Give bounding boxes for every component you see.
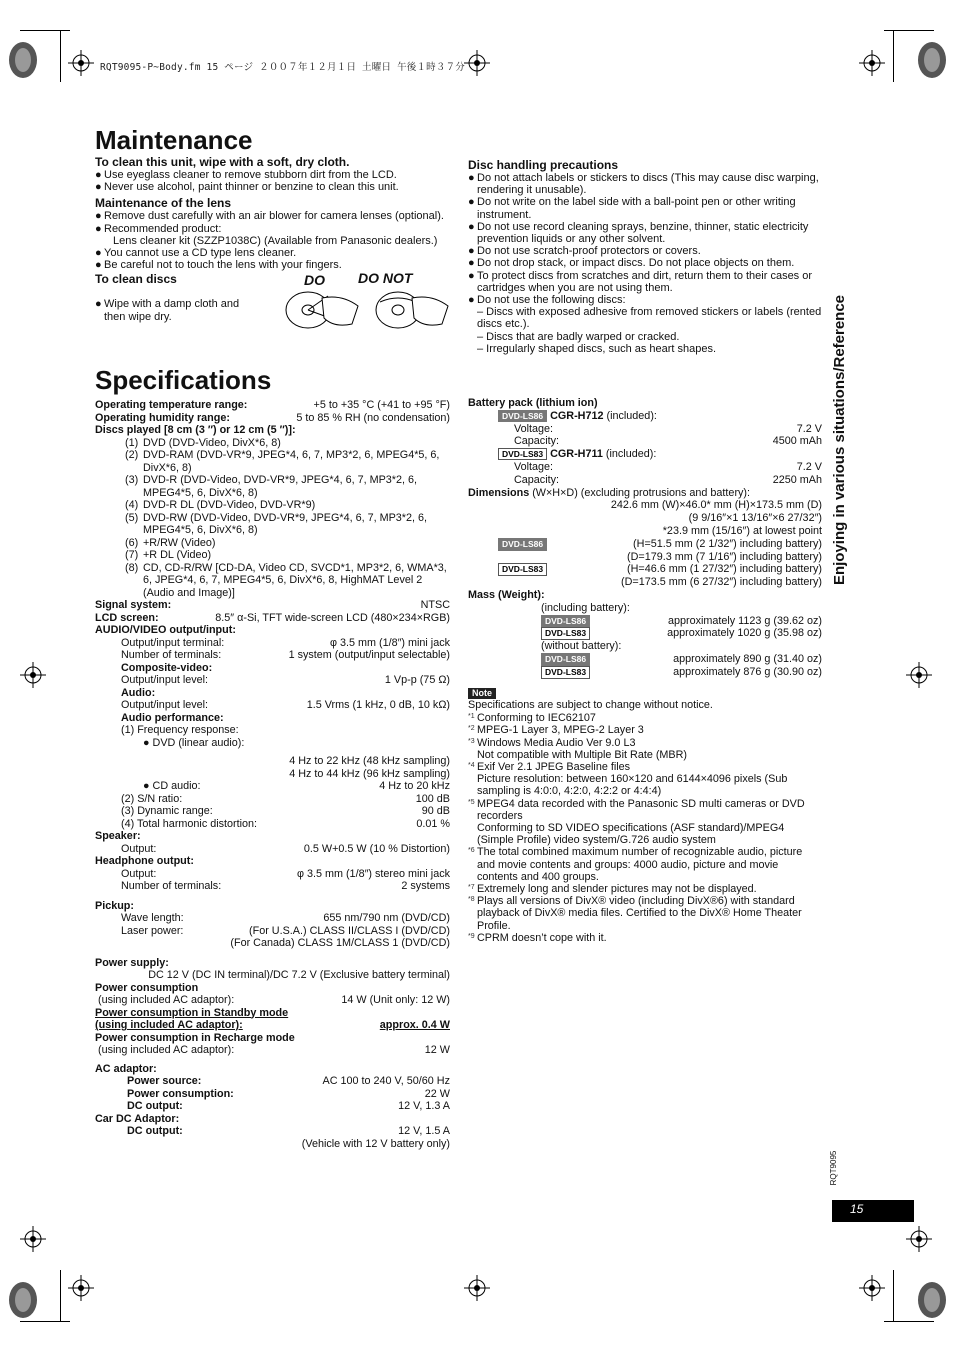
spec-group-label: Audio performance:	[121, 711, 224, 724]
spec-row: DVD-LS86 approximately 890 g (31.40 oz)	[468, 653, 822, 666]
list-item: ● Wipe with a damp cloth and then wipe dry.	[95, 298, 240, 323]
spec-row: (D=173.5 mm (6 27/32″) including battery)	[621, 576, 822, 589]
spec-group-label: Mass (Weight):	[468, 588, 545, 601]
maintenance-title: Maintenance	[95, 125, 253, 155]
spec-row: Output: 0.5 W+0.5 W (10 % Distortion)	[121, 842, 450, 855]
registration-mark-icon	[464, 1275, 490, 1301]
lens-product: Lens cleaner kit (SZZP1038C) (Available from Panasonic dealers.)	[113, 234, 438, 247]
color-wheel-icon	[6, 1280, 40, 1320]
list-item: (4) DVD-R DL (DVD-Video, DVD-VR*9)	[125, 499, 316, 511]
spec-group-label: AC adaptor:	[95, 1062, 157, 1075]
disc-wipe-wrong-illustration	[372, 288, 452, 332]
spec-group-label: Headphone output:	[95, 855, 194, 867]
spec-row: DVD-LS86 (H=51.5 mm (2 1/32″) including battery)	[468, 538, 822, 551]
doc-code: RQT9095	[828, 1150, 838, 1186]
list-item: ● Do not use scratch-proof protectors or covers.	[468, 245, 701, 258]
registration-mark-icon	[20, 662, 46, 688]
spec-group-label: Power consumption	[95, 981, 199, 994]
spec-row: Number of terminals: 1 system (output/input selectable)	[121, 649, 450, 661]
crop-mark	[60, 30, 61, 82]
spec-row: LCD screen: 8.5″ α-Si, TFT wide-screen LCD (480×234×RGB)	[95, 611, 450, 624]
list-item: (8) CD, CD-R/RW [CD-DA, Video CD, SVCD*1, MP3*2, 6, WMA*3, 6, JPEG*4, 6, 7, MPEG4*5, 6, DivX*6, 8, HighMAT Level 2 (Audio and Image)]	[125, 561, 447, 599]
model-tag: DVD-LS83	[541, 666, 590, 679]
spec-row: (4) Total harmonic distortion: 0.01 %	[121, 817, 450, 830]
list-item: ● To protect discs from scratches and dirt, return them to their cases or cartridges when you are not using them.	[468, 269, 813, 294]
list-item: ● Use eyeglass cleaner to remove stubborn dirt from the LCD.	[95, 169, 397, 181]
list-item: (3) DVD-R (DVD-Video, DVD-VR*9, JPEG*4, 6, 7, MP3*2, 6, MPEG4*5, 6, DivX*6, 8)	[125, 474, 418, 499]
spec-row: Signal system: NTSC	[95, 599, 450, 611]
footnote: *1 Conforming to IEC62107	[468, 712, 596, 725]
color-wheel-icon	[6, 40, 40, 80]
footnote: *5 MPEG4 data recorded with the Panasonic SD multi cameras or DVD recorders	[468, 797, 805, 822]
lens-heading: Maintenance of the lens	[95, 196, 232, 211]
registration-mark-icon	[906, 662, 932, 688]
color-wheel-icon	[915, 40, 949, 80]
file-header-line: RQT9095-P~Body.fm 15 ページ ２００７年１２月１日 土曜日 午後１時３７分	[100, 62, 465, 73]
model-tag: DVD-LS86	[541, 653, 590, 666]
list-item: ● Do not write on the label side with a ball-point pen or other writing instrument.	[468, 196, 796, 221]
discs-played-label: Discs played [8 cm (3 ″) or 12 cm (5 ″)]:	[95, 424, 296, 436]
spec-row: 242.6 mm (W)×46.0* mm (H)×173.5 mm (D)	[610, 499, 822, 512]
list-item: (6) +R/RW (Video)	[125, 536, 216, 549]
spec-row: Output/input level: 1 Vp-p (75 Ω)	[121, 674, 450, 686]
page-number-box	[832, 1200, 914, 1222]
disc-handling-heading: Disc handling precautions	[468, 158, 619, 172]
spec-row: Power source: AC 100 to 240 V, 50/60 Hz	[127, 1075, 450, 1087]
spec-row: 4 Hz to 22 kHz (48 kHz sampling)	[289, 755, 450, 767]
list-item: – Discs with exposed adhesive from removed stickers or labels (rented discs etc.).	[477, 306, 822, 331]
footnote: *8 Plays all versions of DivX® video (including DivX®6) with standard playback of DivX® media files. Certified to the DivX® Home Theater Profile.	[468, 895, 802, 932]
spec-row: Power consumption: 22 W	[127, 1087, 450, 1100]
crop-mark	[20, 1321, 70, 1322]
spec-row: Capacity: 2250 mAh	[514, 473, 822, 486]
spec-row: Voltage: 7.2 V	[514, 460, 822, 473]
model-tag: DVD-LS86	[498, 538, 547, 551]
footnote: *2 MPEG-1 Layer 3, MPEG-2 Layer 3	[468, 724, 644, 737]
registration-mark-icon	[859, 50, 885, 76]
spec-group-label: Power supply:	[95, 956, 169, 969]
spec-label: (including battery):	[541, 601, 630, 614]
spec-row: (3) Dynamic range: 90 dB	[121, 805, 450, 817]
model-tag: DVD-LS83	[498, 448, 547, 460]
spec-group-label: Composite-video:	[121, 661, 213, 674]
color-wheel-icon	[915, 1280, 949, 1320]
spec-group-label: Power consumption in Recharge mode	[95, 1031, 295, 1044]
registration-mark-icon	[68, 50, 94, 76]
spec-row: DVD-LS86 approximately 1123 g (39.62 oz)	[468, 615, 822, 628]
note-badge: Note	[468, 688, 496, 699]
spec-row: DC 12 V (DC IN terminal)/DC 7.2 V (Exclusive battery terminal)	[148, 969, 450, 981]
crop-mark	[60, 1270, 61, 1322]
spec-group-label: Audio:	[121, 686, 156, 699]
spec-row: Number of terminals: 2 systems	[121, 880, 450, 892]
spec-row: 4 Hz to 44 kHz (96 kHz sampling)	[289, 767, 450, 780]
disc-wipe-illustration	[282, 288, 362, 332]
registration-mark-icon	[464, 50, 490, 76]
registration-mark-icon	[20, 1226, 46, 1252]
list-item: ● Do not use record cleaning sprays, benzine, thinner, static electricity prevention liquids or any other solvent.	[468, 220, 809, 246]
spec-row: Output: φ 3.5 mm (1/8″) stereo mini jack	[121, 867, 450, 880]
spec-row: (using included AC adaptor): 12 W	[98, 1044, 450, 1056]
footnote: Not compatible with Multiple Bit Rate (MBR)	[477, 748, 688, 761]
spec-row: (using included AC adaptor): 14 W (Unit only: 12 W)	[98, 994, 450, 1006]
spec-group-label: AUDIO/VIDEO output/input:	[95, 624, 236, 636]
specifications-left-column	[95, 366, 450, 1150]
spec-row: (2) S/N ratio: 100 dB	[121, 792, 450, 805]
model-tag: DVD-LS86	[541, 615, 590, 628]
spec-label: (1) Frequency response:	[121, 724, 239, 736]
list-item: ● Do not attach labels or stickers to discs (This may cause disc warping, rendering it unusable).	[468, 172, 819, 197]
spec-row: Operating humidity range: 5 to 85 % RH (no condensation)	[95, 411, 450, 424]
list-item: – Irregularly shaped discs, such as heart shapes.	[477, 342, 717, 355]
registration-mark-icon	[68, 1275, 94, 1301]
registration-mark-icon	[859, 1275, 885, 1301]
spec-group-label: Pickup:	[95, 899, 134, 912]
disc-handling-section	[468, 158, 822, 355]
footnote: Picture resolution: between 160×120 and 6144×4096 pixels (Sub sampling is 4:0:0, 4:2:0, 4:2:2 or 4:4:4)	[477, 773, 788, 798]
list-item: ● Never use alcohol, paint thinner or benzine to clean this unit.	[95, 181, 399, 194]
spec-row: Capacity: 4500 mAh	[514, 435, 822, 448]
crop-mark	[893, 30, 894, 82]
model-tag: DVD-LS86	[498, 410, 547, 422]
note-text: Specifications are subject to change without notice.	[468, 699, 713, 712]
spec-row: DVD-LS83 (H=46.6 mm (1 27/32″) including battery)	[468, 563, 822, 576]
footnote: Conforming to SD VIDEO specifications (ASF standard)/MPEG4 (Simple Profile) video system/G.726 audio system	[477, 821, 785, 847]
spec-row: (D=179.3 mm (7 1/16″) including battery)	[627, 550, 822, 563]
clean-unit-heading: To clean this unit, wipe with a soft, dry cloth.	[95, 155, 350, 169]
footnote: *9 CPRM doesn’t cope with it.	[468, 931, 607, 944]
model-tag: DVD-LS83	[541, 627, 590, 640]
section-sidebar	[822, 260, 858, 620]
spec-row: DVD-LS83 approximately 876 g (30.90 oz)	[468, 666, 822, 679]
list-item: (7) +R DL (Video)	[125, 549, 212, 561]
spec-row: DVD-LS83 approximately 1020 g (35.98 oz)	[468, 627, 822, 640]
spec-row: DC output: 12 V, 1.3 A	[127, 1100, 450, 1112]
spec-row: Output/input level: 1.5 Vrms (1 kHz, 0 dB, 10 kΩ)	[121, 699, 450, 711]
spec-row: Wave length: 655 nm/790 nm (DVD/CD)	[121, 912, 450, 924]
spec-row: ● CD audio: 4 Hz to 20 kHz	[143, 780, 450, 792]
discs-heading: To clean discs	[95, 272, 177, 287]
list-item: ● Recommended product:	[95, 222, 222, 235]
list-item: ● Do not drop stack, or impact discs. Do not place objects on them.	[468, 257, 795, 270]
spec-row: Voltage: 7.2 V	[514, 422, 822, 435]
spec-row: (9 9/16″×1 13/16″×6 27/32″)	[688, 512, 822, 525]
spec-row: Dimensions (W×H×D) (excluding protrusions and battery):	[468, 486, 751, 499]
spec-row: Laser power: (For U.S.A.) CLASS II/CLASS I (DVD/CD)	[121, 924, 450, 937]
footnote: *6 The total combined maximum number of recognizable audio, picture and movie contents and groups: 4000 audio, picture and movie contents and 400 groups.	[468, 846, 803, 883]
spec-group-label: Power consumption in Standby mode	[95, 1006, 289, 1019]
list-item: (1) DVD (DVD-Video, DivX*6, 8)	[125, 436, 281, 449]
footnote: *7 Extremely long and slender pictures may not be displayed.	[468, 882, 757, 895]
crop-mark	[893, 1270, 894, 1322]
spec-row: DC output: 12 V, 1.5 A	[127, 1125, 450, 1137]
list-item: ● Remove dust carefully with an air blower for camera lenses (optional).	[95, 210, 444, 223]
crop-mark	[884, 30, 934, 31]
spec-row: DVD-LS83 CGR-H711 (included):	[468, 448, 822, 461]
spec-group-label: Speaker:	[95, 830, 141, 842]
spec-label: ● DVD (linear audio):	[143, 736, 245, 749]
spec-row: (Vehicle with 12 V battery only)	[301, 1137, 450, 1150]
do-label: DO	[304, 272, 325, 288]
list-item: ● Do not use the following discs:	[468, 294, 626, 307]
list-item: (5) DVD-RW (DVD-Video, DVD-VR*9, JPEG*4, 6, 7, MP3*2, 6, MPEG4*5, 6, DivX*6, 8)	[125, 511, 428, 536]
spec-group-label: Car DC Adaptor:	[95, 1112, 180, 1125]
crop-mark	[20, 30, 70, 31]
specifications-right-column	[468, 397, 822, 944]
footnote: *3 Windows Media Audio Ver 9.0 L3	[468, 736, 636, 749]
spec-group-label: Battery pack (lithium ion)	[468, 397, 598, 409]
sidebar-label: Enjoying in various situations/Reference	[830, 294, 848, 586]
spec-row: Output/input terminal: φ 3.5 mm (1/8″) mini jack	[121, 636, 450, 649]
spec-label: (without battery):	[541, 640, 622, 653]
model-tag: DVD-LS83	[498, 563, 547, 576]
crop-mark	[884, 1321, 934, 1322]
spec-row: DVD-LS86 CGR-H712 (included):	[468, 410, 822, 423]
footnote: *4 Exif Ver 2.1 JPEG Baseline files	[468, 760, 631, 773]
page-number: 15	[850, 1202, 864, 1216]
discs-list	[95, 437, 450, 600]
registration-mark-icon	[906, 1226, 932, 1252]
list-item: ● You cannot use a CD type lens cleaner.	[95, 247, 297, 260]
footnotes	[468, 712, 822, 944]
spec-row: Operating temperature range: +5 to +35 °C (+41 to +95 °F)	[95, 399, 450, 411]
spec-row: *23.9 mm (15/16″) at lowest point	[662, 524, 822, 537]
specifications-title: Specifications	[95, 365, 272, 395]
spec-row: (For Canada) CLASS 1M/CLASS 1 (DVD/CD)	[230, 937, 450, 949]
do-not-label: DO NOT	[358, 270, 413, 286]
list-item: – Discs that are badly warped or cracked.	[477, 330, 680, 343]
list-item: (2) DVD-RAM (DVD-VR*9, JPEG*4, 6, 7, MP3*2, 6, MPEG4*5, 6, DivX*6, 8)	[125, 449, 440, 474]
spec-row: (using included AC adaptor): approx. 0.4 W	[95, 1019, 450, 1031]
list-item: ● Be careful not to touch the lens with your fingers.	[95, 259, 342, 272]
